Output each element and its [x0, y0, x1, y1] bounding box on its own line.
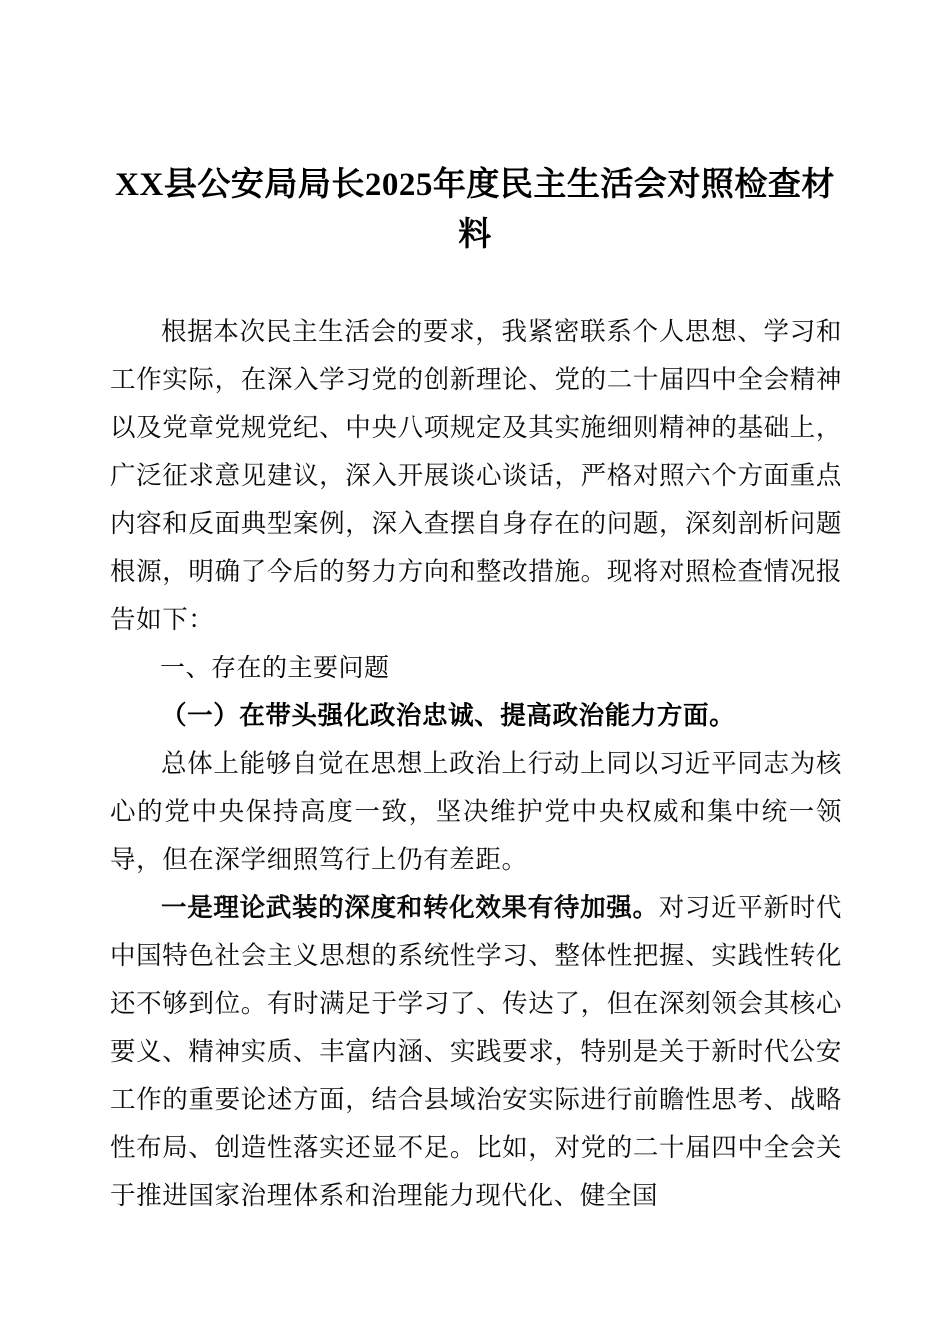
- title-spacer: [108, 260, 842, 308]
- opening-paragraph: 根据本次民主生活会的要求，我紧密联系个人思想、学习和工作实际，在深入学习党的创新理论、党的二十届四中全会精神以及党章党规党纪、中央八项规定及其实施细则精神的基础上，广泛征求意见建议，深入开展谈心谈话，严格对照六个方面重点内容和反面典型案例，深入查摆自身存在的问题，深刻剖析问题根源，明确了今后的努力方向和整改措施。现将对照检查情况报告如下：: [110, 317, 842, 634]
- subsection-heading-one: （一）在带头强化政治忠诚、提高政治能力方面。: [161, 701, 736, 730]
- page-title: XX县公安局局长2025年度民主生活会对照检查材料: [115, 167, 835, 253]
- page-content: [108, 0, 842, 1220]
- document-body: [108, 308, 842, 1220]
- subsection-one-overview-paragraph: 总体上能够自觉在思想上政治上行动上同以习近平同志为核心的党中央保持高度一致，坚决维护党中央权威和集中统一领导，但在深学细照笃行上仍有差距。: [110, 749, 842, 874]
- point-one-body-text: 对习近平新时代中国特色社会主义思想的系统性学习、整体性把握、实践性转化还不够到位。有时满足于学习了、传达了，但在深刻领会其核心要义、精神实质、丰富内涵、实践要求，特别是关于新时代公安工作的重要论述方面，结合县域治安实际进行前瞻性思考、战略性布局、创造性落实还显不足。比如，对党的二十届四中全会关于推进国家治理体系和治理能力现代化、健全国: [110, 893, 842, 1210]
- point-one-paragraph: [110, 884, 842, 1220]
- point-one-lead-in: 一是理论武装的深度和转化效果有待加强。: [161, 893, 659, 922]
- section-heading-one: 一、存在的主要问题: [160, 654, 390, 682]
